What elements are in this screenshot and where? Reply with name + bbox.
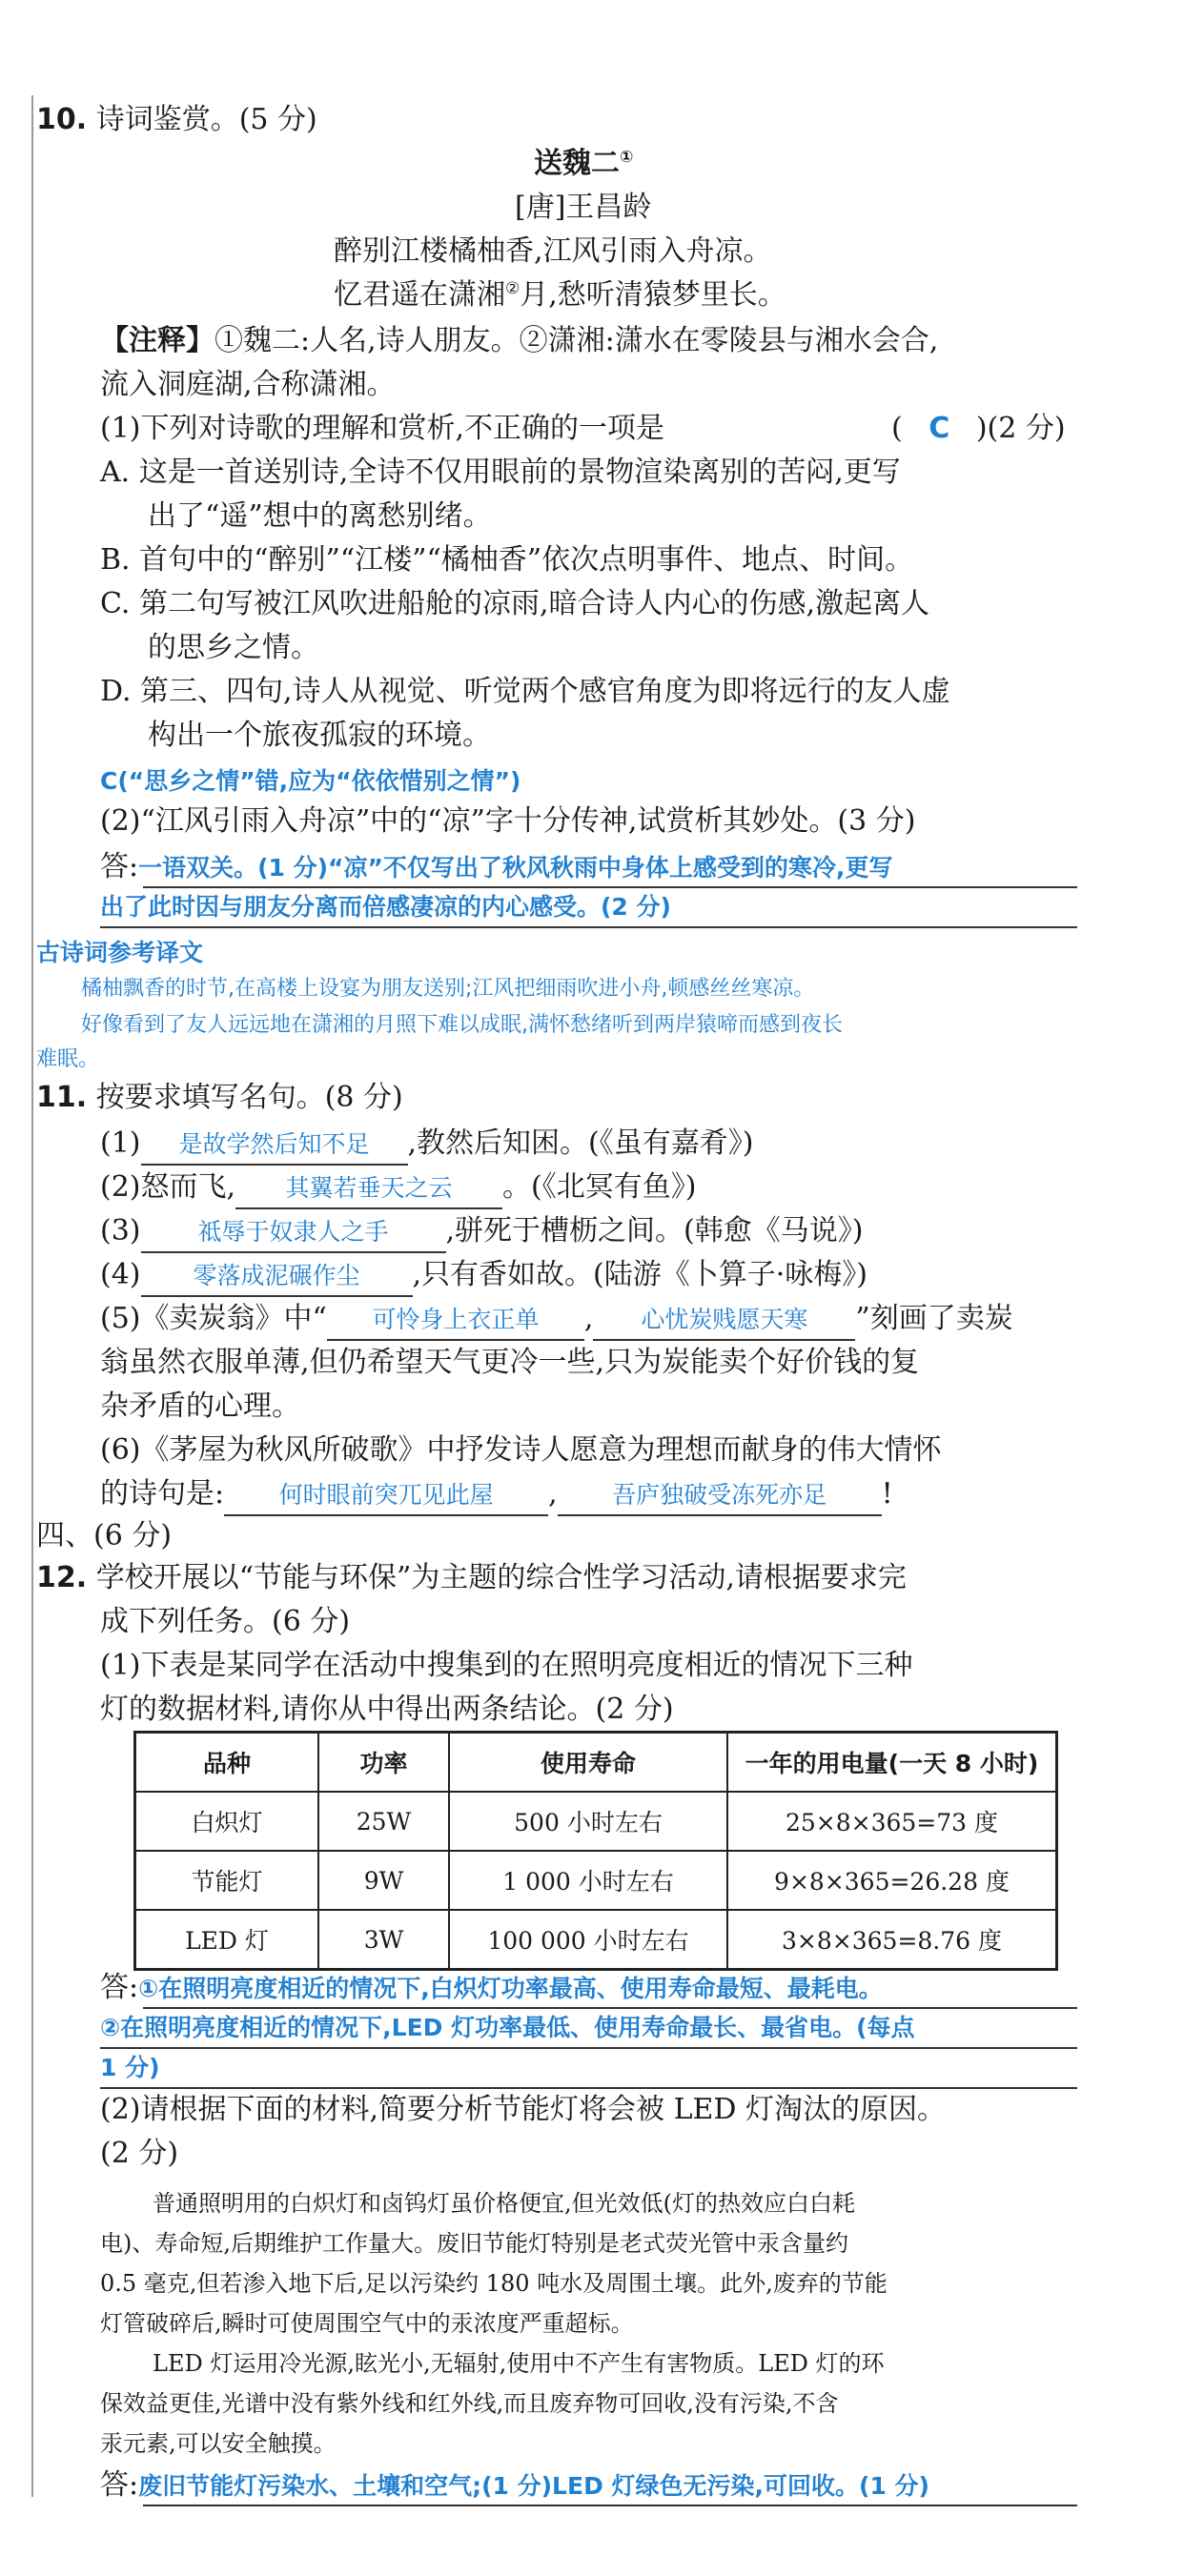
answer-line	[100, 2087, 1077, 2089]
reference-translation-2: 好像看到了友人远远地在潇湘的月照下难以成眠,满怀愁绪听到两岸猿啼而感到夜长	[81, 1013, 843, 1037]
q10-header: 10. 诗词鉴赏。(5 分)	[36, 103, 317, 136]
poem-notes-2: 流入洞庭湖,合称潇湘。	[100, 368, 396, 401]
q11-item-3: (3) 祗辱于奴隶人之手 ,骈死于槽枥之间。(韩愈《马说》)	[100, 1212, 863, 1253]
material-para-2: LED 灯运用冷光源,眩光小,无辐射,使用中不产生有害物质。LED 灯的环	[153, 2350, 885, 2377]
poem-author: [唐]王昌龄	[515, 191, 652, 224]
q10-title: 诗词鉴赏。(5 分)	[95, 103, 317, 136]
table-header-row: 品种 功率 使用寿命 一年的用电量(一天 8 小时)	[135, 1733, 1057, 1793]
material-para-1-cont: 0.5 毫克,但若渗入地下后,足以污染约 180 吨水及周围土壤。此外,废弃的节能	[100, 2270, 888, 2297]
q12-sub2-cont: (2 分)	[100, 2137, 179, 2170]
option-d-cont: 构出一个旅夜孤寂的环境。	[148, 719, 491, 752]
q12-sub2: (2)请根据下面的材料,简要分析节能灯将会被 LED 灯淘汰的原因。	[100, 2093, 946, 2126]
q12-sub1: (1)下表是某同学在活动中搜集到的在照明亮度相近的情况下三种	[100, 1649, 913, 1682]
option-c: C. 第二句写被江风吹进船舱的凉雨,暗合诗人内心的伤感,激起离人	[100, 587, 930, 620]
option-a: A. 这是一首送别诗,全诗不仅用眼前的景物渲染离别的苦闷,更写	[100, 456, 901, 489]
table-row: LED 灯 3W 100 000 小时左右 3×8×365=8.76 度	[135, 1910, 1057, 1970]
q12-stem: 12. 学校开展以“节能与环保”为主题的综合性学习活动,请根据要求完	[36, 1561, 907, 1594]
q10-sub2-answer-cont: 出了此时因与朋友分离而倍感凄凉的内心感受。(2 分)	[100, 893, 671, 921]
q11-item-5-cont: 翁虽然衣服单薄,但仍希望天气更冷一些,只为炭能卖个好价钱的复	[100, 1346, 920, 1379]
material-para-1-cont: 电)、寿命短,后期维护工作量大。废旧节能灯特别是老式荧光管中汞含量约	[100, 2230, 848, 2257]
table-row: 白炽灯 25W 500 小时左右 25×8×365=73 度	[135, 1792, 1057, 1851]
q11-item-5-cont2: 杂矛盾的心理。	[100, 1389, 300, 1423]
q10-sub2-answer: 答:一语双关。(1 分)“凉”不仅写出了秋风秋雨中身体上感受到的寒冷,更写	[100, 850, 893, 883]
q12-stem-cont: 成下列任务。(6 分)	[100, 1605, 351, 1638]
answer-line	[143, 2505, 1077, 2506]
q12-sub1-cont: 灯的数据材料,请你从中得出两条结论。(2 分)	[100, 1693, 674, 1726]
q10-sub1-stem: (1)下列对诗歌的理解和赏析,不正确的一项是	[100, 412, 665, 445]
q10-sub1-bracket: ( C )(2 分)	[891, 412, 1066, 445]
option-b: B. 首句中的“醉别”“江楼”“橘柚香”依次点明事件、地点、时间。	[100, 543, 914, 577]
q12-sub1-answer-2: ②在照明亮度相近的情况下,LED 灯功率最低、使用寿命最长、最省电。(每点	[100, 2014, 915, 2041]
reference-translation-1: 橘柚飘香的时节,在高楼上设宴为朋友送别;江风把细雨吹进小舟,顿感丝丝寒凉。	[81, 977, 815, 1001]
option-c-cont: 的思乡之情。	[148, 631, 319, 664]
q11-header: 11. 按要求填写名句。(8 分)	[36, 1081, 403, 1114]
option-a-cont: 出了“遥”想中的离愁别绪。	[148, 499, 492, 533]
q11-item-6-answer: 的诗句是: 何时眼前突兀见此屋 , 吾庐独破受冻死亦足 !	[100, 1475, 893, 1516]
answer-line	[100, 926, 1077, 928]
material-para-1-cont: 灯管破碎后,瞬时可使周围空气中的汞浓度严重超标。	[100, 2310, 634, 2337]
q12-sub1-answer-3: 1 分)	[100, 2054, 160, 2081]
q11-title: 按要求填写名句。(8 分)	[95, 1081, 403, 1114]
poem-title: 送魏二①	[534, 147, 634, 180]
option-d: D. 第三、四句,诗人从视觉、听觉两个感官角度为即将远行的友人虚	[100, 675, 950, 708]
q12-sub2-answer: 答:废旧节能灯污染水、土壤和空气;(1 分)LED 灯绿色无污染,可回收。(1 分)	[100, 2468, 929, 2502]
q11-item-6: (6)《茅屋为秋风所破歌》中抒发诗人愿意为理想而献身的伟大情怀	[100, 1433, 942, 1467]
q11-item-1: (1) 是故学然后知不足 ,教然后知困。(《虽有嘉肴》)	[100, 1125, 753, 1166]
q11-item-5: (5)《卖炭翁》中“ 可怜身上衣正单 , 心忧炭贱愿天寒 ”刻画了卖炭	[100, 1300, 1013, 1341]
q10-sub1-answer: C	[929, 412, 950, 445]
material-para-2-cont: 保效益更佳,光谱中没有紫外线和红外线,而且废弃物可回收,没有污染,不含	[100, 2390, 839, 2417]
material-para-2-cont: 汞元素,可以安全触摸。	[100, 2430, 337, 2457]
q10-sub2-stem: (2)“江风引雨入舟凉”中的“凉”字十分传神,试赏析其妙处。(3 分)	[100, 804, 916, 838]
poem-notes: 【注释】①魏二:人名,诗人朋友。②潇湘:潇水在零陵县与湘水会合,	[100, 324, 939, 357]
answer-line	[100, 2047, 1077, 2049]
q12-sub1-answer: 答:①在照明亮度相近的情况下,白炽灯功率最高、使用寿命最短、最耗电。	[100, 1971, 883, 2004]
margin-line	[31, 95, 33, 2497]
q11-item-4: (4) 零落成泥碾作尘 ,只有香如故。(陆游《卜算子·咏梅》)	[100, 1256, 868, 1297]
reference-translation-3: 难眠。	[36, 1047, 100, 1071]
table-row: 节能灯 9W 1 000 小时左右 9×8×365=26.28 度	[135, 1851, 1057, 1910]
lamp-data-table	[133, 1731, 1058, 1971]
reference-translation-heading: 古诗词参考译文	[36, 939, 204, 966]
poem-line-1: 醉别江楼橘柚香,江风引雨入舟凉。	[334, 234, 772, 268]
section-4-heading: 四、(6 分)	[36, 1519, 173, 1552]
material-para-1: 普通照明用的白炽灯和卤钨灯虽价格便宜,但光效低(灯的热效应白白耗	[153, 2190, 855, 2217]
q10-sub1-explanation: C(“思乡之情”错,应为“依依惜别之情”)	[100, 767, 521, 795]
poem-line-2: 忆君遥在潇湘②月,愁听清猿梦里长。	[334, 278, 786, 312]
q11-item-2: (2)怒而飞, 其翼若垂天之云 。(《北冥有鱼》)	[100, 1168, 696, 1209]
